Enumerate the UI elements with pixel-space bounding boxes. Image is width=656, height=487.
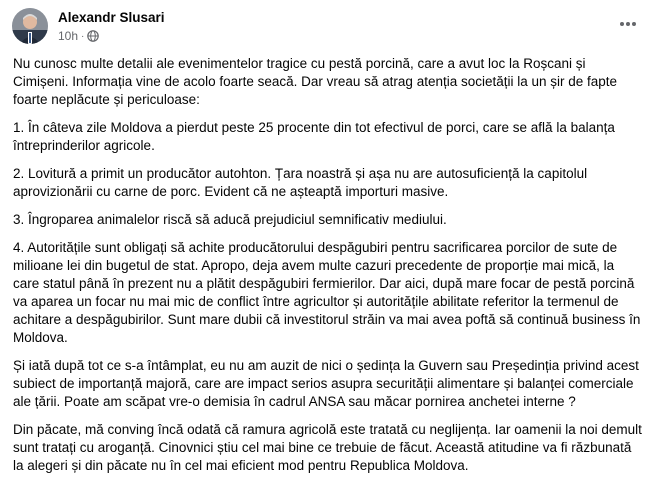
post-paragraph: 1. În câteva zile Moldova a pierdut peste 25 procente din tot efectivul de porci, care se află la balanța întreprinderilor agricole.	[13, 120, 615, 153]
post-paragraph: 3. Îngroparea animalelor riscă să aducă prejudiciul semnificativ mediului.	[13, 212, 447, 227]
more-options-button[interactable]	[616, 14, 640, 34]
avatar[interactable]	[12, 8, 48, 44]
post-meta	[58, 29, 99, 43]
post-paragraph: Și iată după tot ce s-a întâmplat, eu nu am auzit de nici o ședința la Guvern sau Președinția privind acest subiect de importanță majoră, care are impact serios asupra securității alimentare și balanței comerciale ale țării. Poate am scăpat vre-o demisia în cadrul ANSA sau măcar pornirea anchetei interne ?	[13, 358, 639, 409]
post-paragraph: 4. Autoritățile sunt obligați să achite producătorului despăgubiri pentru sacrificarea porcilor de sute de milioane lei din bugetul de stat. Apropo, deja avem multe cazuri precedente de proporție mai mică, la care statul până în prezent nu a plătit despăgubiri fermierilor. Dar aici, după mare focar de pestă porcină va aparea un focar nu mai mic de conflict între agricultor și autoritățile abilitate referitor la termenul de achitare a despăgubirilor. Sunt mare dubii că investitorul străin va mai avea poftă să continuă business în Moldova.	[13, 240, 641, 345]
more-horizontal-icon	[619, 21, 637, 27]
author-name[interactable]: Alexandr Slusari	[58, 10, 165, 25]
globe-icon[interactable]	[87, 30, 99, 42]
post-paragraph: Nu cunosc multe detalii ale evenimentelor tragice cu pestă porcină, care a avut loc la Roșcani și Cimișeni. Informația vine de acolo foarte seacă. Dar vreau să atrag atenția societății la un șir de fapte foarte neplăcute și periculoase:	[13, 56, 618, 107]
post-paragraph: 2. Lovitură a primit un producător autohton. Țara noastră și așa nu are autosuficiență la capitolul aprovizionării cu carne de porc. Evident că ne așteaptă importuri masive.	[13, 166, 588, 199]
post-paragraph: Din păcate, mă conving încă odată că ramura agricolă este tratată cu neglijența. Iar oamenii la noi demult sunt tratați cu aroganță. Cinovnici știu cel mai bine ce trebuie de făcut. Această atitudine va fi răzbunată la alegeri și din păcate nu în cel mai eficient mod pentru Republica Moldova.	[13, 422, 642, 473]
post-body	[13, 55, 643, 485]
post-timestamp[interactable]: 10h	[58, 29, 79, 43]
post-header	[12, 8, 644, 48]
avatar-image	[12, 8, 48, 44]
meta-separator: ·	[81, 30, 85, 42]
